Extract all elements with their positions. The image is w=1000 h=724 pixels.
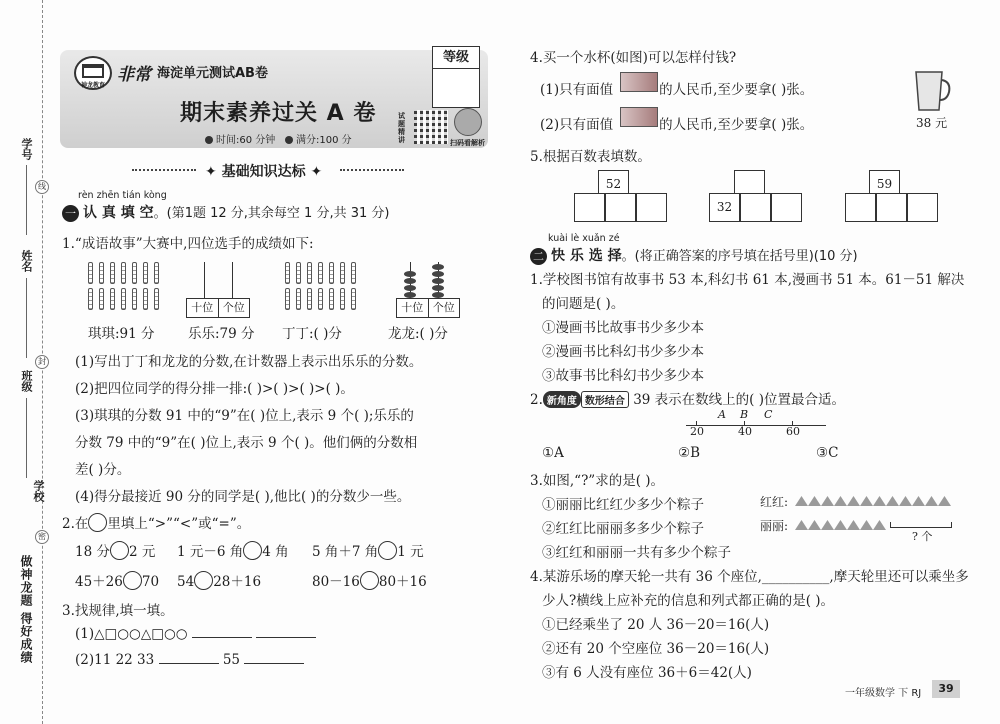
part1-number: 一 (62, 205, 79, 222)
p2-q1-line1: 1.学校图书馆有故事书 53 本,科幻书 61 本,漫画书 51 本。61－51 解决 (530, 272, 965, 288)
grade-box[interactable] (432, 46, 480, 108)
p2-q3-stem[interactable]: 3.如图,“?”求的是( )。 (530, 473, 665, 489)
counting-rod (121, 262, 126, 284)
p2-q3-option-3[interactable]: ③红红和丽丽一共有多少个粽子 (542, 545, 731, 561)
abacus-bead (432, 285, 444, 291)
p2-q1-line2[interactable]: 的问题是( )。 (542, 296, 625, 312)
counting-rod (318, 262, 323, 284)
zongzi-icon (938, 496, 951, 506)
question-count-label: ? 个 (912, 530, 933, 543)
q1-sub3[interactable]: (3)琪琪的分数 91 中的“9”在( )位上,表示 9 个( );乐乐的 (75, 408, 414, 424)
grade-label: 等级 (433, 47, 479, 69)
q4-option-b[interactable]: (2)只有面值 的人民币,至少要拿( )张。 (540, 117, 814, 133)
counting-rod (132, 288, 137, 310)
zongzi-icon (808, 520, 821, 530)
banknote-10-yuan-icon (620, 72, 658, 92)
abacus-lele[interactable] (186, 262, 250, 330)
course-label: 一年级数学 下 RJ (845, 688, 922, 699)
counting-rod (307, 288, 312, 310)
q2-item: 54 28＋16 (177, 570, 261, 590)
part1-title: 认 真 填 空 (83, 205, 154, 221)
tick-label: 40 (738, 425, 752, 438)
divider (132, 169, 196, 173)
qr-label: 试题精讲 (398, 112, 405, 144)
hong-label: 红红: (760, 495, 789, 509)
cup-price: 38 元 (916, 116, 948, 130)
abacus-bead (404, 292, 416, 298)
q3-stem: 3.找规律,填一填。 (62, 603, 174, 619)
q2-stem: 2.在 里填上“>”“<”或“=”。 (62, 512, 250, 532)
score-longlong[interactable]: 龙龙:( )分 (388, 326, 448, 342)
compare-circle-icon (88, 513, 107, 532)
compare-circle[interactable] (360, 571, 379, 590)
abacus-bead (432, 292, 444, 298)
q1-sub4[interactable]: (4)得分最接近 90 分的同学是( ),他比( )的分数少一些。 (75, 489, 411, 505)
publisher-logo-icon: 神龙教育 (74, 56, 112, 90)
zongzi-icon (847, 496, 860, 506)
counting-rod (143, 288, 148, 310)
exam-score: 满分:100 分 (285, 131, 352, 146)
q3-pattern-a: (1)△□○○△□○○ (75, 626, 316, 642)
counting-rod (340, 262, 345, 284)
counting-rod (110, 262, 115, 284)
q2-item: 1 元－6 角 4 角 (177, 540, 289, 560)
answer-blank[interactable] (244, 663, 304, 664)
margin-label-class: 班级 (20, 370, 33, 392)
grid-cell[interactable] (636, 193, 667, 222)
p2-q4-option-3[interactable]: ③有 6 人没有座位 36＋6＝42(人) (542, 665, 752, 681)
abacus-bead (404, 271, 416, 277)
part1-heading (62, 202, 389, 222)
q3-pattern-b: (2)11 22 33 55 (75, 652, 304, 668)
seal-circle-seal: 封 (35, 355, 49, 369)
grid-cell[interactable] (907, 193, 938, 222)
q1-sub3-end[interactable]: 差( )分。 (75, 462, 131, 478)
zongzi-icon (925, 496, 938, 506)
margin-fill-line (26, 165, 27, 235)
q1-sub2[interactable]: (2)把四位同学的得分排一排:( )>( )>( )>( )。 (75, 381, 354, 397)
point-label-b: B (740, 408, 749, 421)
seal-circle-close: 密 (35, 530, 49, 544)
grid-cell[interactable] (876, 193, 907, 222)
margin-fill-line (26, 278, 27, 358)
zongzi-icon (795, 520, 808, 530)
answer-blank[interactable] (159, 663, 219, 664)
star-icon: ✦ (205, 164, 222, 180)
counting-rod (99, 288, 104, 310)
zongzi-icon (860, 496, 873, 506)
p2-q1-option-3[interactable]: ③故事书比科幻书少多少本 (542, 368, 704, 384)
counting-rod (329, 288, 334, 310)
part1-pinyin: rèn zhēn tián kòng (78, 190, 167, 201)
star-icon: ✦ (305, 164, 323, 180)
exam-time: 时间:60 分钟 (205, 131, 275, 146)
number-line (686, 425, 826, 426)
part1-note: 。(第1题 12 分,其余每空 1 分,共 31 分) (153, 206, 390, 221)
part2-number: 二 (530, 248, 547, 265)
cup-icon (912, 70, 952, 112)
zongzi-icon (912, 496, 925, 506)
p2-q3-option-1[interactable]: ①丽丽比红红少多少个粽子 (542, 497, 704, 513)
slogan: 做神龙题 得好成绩 (19, 555, 33, 665)
counting-rod (340, 288, 345, 310)
margin-label-name: 姓名 (20, 250, 33, 272)
q2-item: 80－16 80＋16 (312, 570, 427, 590)
p2-q4-option-1[interactable]: ①已经乘坐了 20 人 36－20＝16(人) (542, 617, 770, 633)
tens-label: 十位 (397, 299, 429, 317)
score-qiqi: 琪琪:91 分 (88, 326, 155, 342)
seal-circle-line: 线 (35, 180, 49, 194)
p2-q2-option-3[interactable]: ③C (816, 445, 839, 461)
compare-circle[interactable] (194, 571, 213, 590)
q2-item: 5 角＋7 角 1 元 (312, 540, 424, 560)
grid-cell-given: 32 (709, 193, 740, 222)
new-angle-tag: 新角度 (543, 391, 581, 408)
abacus-bead (432, 278, 444, 284)
tick-label: 60 (786, 425, 800, 438)
section-title: ✦ 基础知识达标 ✦ (205, 164, 323, 180)
q2-item: 45＋26 70 (75, 570, 159, 590)
grid-cell[interactable] (845, 193, 876, 222)
q1-sub3-cont[interactable]: 分数 79 中的“9”在( )位上,表示 9 个( )。他们俩的分数相 (75, 435, 418, 451)
counting-rod (154, 288, 159, 310)
p2-q1-option-2[interactable]: ②漫画书比科幻书少多少本 (542, 344, 704, 360)
counting-rod (88, 262, 93, 284)
p2-q3-option-2[interactable]: ②红红比丽丽多多少个粽子 (542, 521, 704, 537)
counting-rod (99, 262, 104, 284)
counting-rod (132, 262, 137, 284)
abacus-longlong (396, 262, 460, 330)
p2-q2-option-1[interactable]: ①A (542, 445, 564, 461)
compare-circle[interactable] (123, 571, 142, 590)
tens-label: 十位 (187, 299, 219, 317)
p2-q1-option-1[interactable]: ①漫画书比故事书少多少本 (542, 320, 704, 336)
counting-rod (110, 288, 115, 310)
answer-blank[interactable] (192, 637, 252, 638)
grid-cell-given: 52 (598, 170, 629, 199)
p2-q4-line2[interactable]: 少人?横线上应补充的信息和列式都正确的是( )。 (542, 593, 835, 609)
li-label: 丽丽: (760, 519, 789, 533)
answer-blank[interactable] (256, 637, 316, 638)
page-number: 39 (932, 680, 960, 698)
banknote-20-yuan-icon (620, 107, 658, 127)
p2-q4-line1[interactable]: 4.某游乐场的摩天轮一共有 36 个座位,__________,摩天轮里还可以乘坐多 (530, 569, 969, 585)
grid-cell[interactable] (605, 193, 636, 222)
point-label-c: C (764, 408, 773, 421)
counting-rod (307, 262, 312, 284)
margin-fill-line (26, 398, 27, 478)
score-lele: 乐乐:79 分 (188, 326, 255, 342)
ones-label: 个位 (222, 301, 245, 314)
part2-heading (530, 245, 858, 265)
p2-q4-option-2[interactable]: ②还有 20 个空座位 36－20＝16(人) (542, 641, 770, 657)
zongzi-icon (847, 520, 860, 530)
check-icon (285, 136, 293, 144)
margin-label-school: 学校 (32, 480, 45, 502)
score-dingding[interactable]: 丁丁:( )分 (282, 326, 342, 342)
counting-rods-dingding (285, 262, 375, 312)
point-label-a: A (718, 408, 726, 421)
zongzi-icon (795, 496, 808, 506)
q1-sub1: (1)写出丁丁和龙龙的分数,在计数器上表示出乐乐的分数。 (75, 354, 423, 370)
clock-icon (205, 136, 213, 144)
counting-rod (296, 262, 301, 284)
zongzi-icon (808, 496, 821, 506)
grid-cell-given: 59 (869, 170, 900, 199)
zongzi-icon (821, 520, 834, 530)
grid-cell[interactable] (740, 193, 771, 222)
brand-name: 非常 (117, 65, 151, 85)
counting-rod (329, 262, 334, 284)
q4-stem: 4.买一个水杯(如图)可以怎样付钱? (530, 50, 737, 66)
counting-rod (154, 262, 159, 284)
zongzi-icon (834, 520, 847, 530)
part2-title: 快 乐 选 择 (551, 248, 622, 264)
abacus-bead (404, 285, 416, 291)
counting-rod (121, 288, 126, 310)
counting-rod (351, 262, 356, 284)
shape-number-tag: 数形结合 (581, 391, 629, 408)
zongzi-icon (886, 496, 899, 506)
compare-circle[interactable] (243, 541, 262, 560)
zongzi-icon (873, 496, 886, 506)
q1-stem: 1.“成语故事”大赛中,四位选手的成绩如下: (62, 236, 314, 252)
abacus-bead (432, 271, 444, 277)
tick-label: 20 (690, 425, 704, 438)
mascot-icon (454, 108, 482, 136)
q5-stem: 5.根据百数表填数。 (530, 149, 651, 165)
counting-rod (143, 262, 148, 284)
margin-label-student-id: 学号 (20, 138, 33, 160)
page-title: 期末素养过关 A 卷 (180, 101, 377, 126)
counting-rod (351, 288, 356, 310)
p2-q2-stem[interactable]: 2. 新角度 数形结合 39 表示在数线上的( )位置最合适。 (530, 392, 845, 408)
counting-rod (88, 288, 93, 310)
compare-circle[interactable] (110, 541, 129, 560)
counting-rod (296, 288, 301, 310)
mascot-label: 扫码看解析 (450, 139, 485, 147)
zongzi-icon (899, 496, 912, 506)
q2-item: 18 分 2 元 (75, 540, 155, 560)
zongzi-icon (821, 496, 834, 506)
ones-label: 个位 (432, 301, 455, 314)
zongzi-icon (873, 520, 886, 530)
grid-cell[interactable] (771, 193, 802, 222)
zongzi-icon (860, 520, 873, 530)
series-name: 海淀单元测试AB卷 (157, 66, 268, 81)
part2-pinyin: kuài lè xuǎn zé (548, 233, 620, 244)
q4-option-a[interactable]: (1)只有面值 的人民币,至少要拿( )张。 (540, 82, 814, 98)
counting-rods-qiqi (88, 262, 160, 312)
p2-q2-option-2[interactable]: ②B (678, 445, 701, 461)
divider (340, 169, 404, 173)
counting-rod (285, 288, 290, 310)
zongzi-icon (834, 496, 847, 506)
grid-cell[interactable] (574, 193, 605, 222)
counting-rod (285, 262, 290, 284)
binding-margin (0, 0, 55, 724)
compare-circle[interactable] (378, 541, 397, 560)
part2-note: 。(将正确答案的序号填在括号里)(10 分) (621, 249, 858, 264)
counting-rod (318, 288, 323, 310)
abacus-bead (404, 278, 416, 284)
abacus-bead (432, 264, 444, 270)
